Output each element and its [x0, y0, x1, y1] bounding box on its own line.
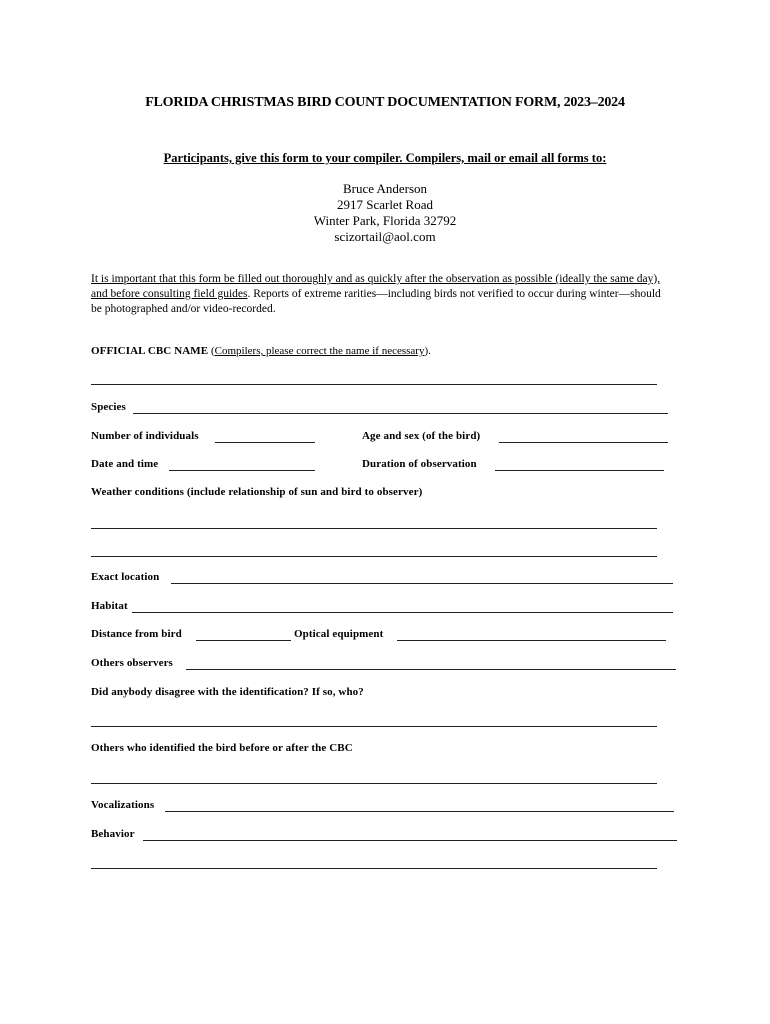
number-line[interactable] [215, 442, 315, 443]
distance-label: Distance from bird [91, 628, 182, 640]
location-label: Exact location [91, 571, 160, 583]
disagree-label: Did anybody disagree with the identification? If so, who? [91, 686, 364, 698]
optical-label: Optical equipment [294, 628, 384, 640]
duration-label: Duration of observation [362, 458, 477, 470]
habitat-field [91, 600, 128, 612]
others-observers-line[interactable] [186, 669, 676, 670]
intro-paragraph [91, 272, 671, 317]
duration-line[interactable] [495, 470, 664, 471]
species-field [91, 401, 126, 413]
intro-underlined: It is important that this form be filled out thoroughly and as quickly after the observation as possible (ideally the same day), and before consulting field guides [91, 273, 661, 300]
behavior-label: Behavior [91, 828, 135, 840]
vocalizations-field [91, 799, 154, 811]
date-time-field [91, 458, 158, 470]
others-identified-line[interactable] [91, 783, 657, 784]
vocalizations-label: Vocalizations [91, 799, 155, 811]
weather-line-1[interactable] [91, 528, 657, 529]
location-line[interactable] [171, 583, 673, 584]
disagree-line[interactable] [91, 726, 657, 727]
optical-line[interactable] [397, 640, 666, 641]
age-sex-line[interactable] [499, 442, 668, 443]
age-sex-label: Age and sex (of the bird) [362, 430, 481, 442]
duration-field [362, 458, 477, 470]
distance-line[interactable] [196, 640, 291, 641]
optical-field [294, 628, 383, 640]
address-email[interactable]: scizortail@aol.com [334, 229, 436, 244]
disagree-field [91, 686, 364, 698]
age-sex-field [362, 430, 480, 442]
number-field [91, 430, 199, 442]
address-city: Winter Park, Florida 32792 [313, 213, 457, 228]
compiler-address [0, 181, 770, 245]
official-cbc-name-label [91, 345, 431, 357]
vocalizations-line[interactable] [165, 811, 674, 812]
others-observers-label: Others observers [91, 657, 173, 669]
intro-rest: . Reports of extreme rarities—including birds not verified to occur during winter—should be photographed and/or video-recorded. [91, 288, 661, 315]
weather-line-2[interactable] [91, 556, 657, 557]
behavior-line-2[interactable] [91, 868, 657, 869]
others-identified-field [91, 742, 353, 754]
habitat-line[interactable] [132, 612, 673, 613]
date-time-line[interactable] [169, 470, 315, 471]
official-cbc-name-line[interactable] [91, 384, 657, 385]
distance-field [91, 628, 182, 640]
species-line[interactable] [133, 413, 668, 414]
official-paren-open: ( [208, 345, 215, 357]
weather-label: Weather conditions (include relationship of sun and bird to observer) [91, 486, 423, 498]
others-observers-field [91, 657, 173, 669]
habitat-label: Habitat [91, 600, 128, 612]
species-label: Species [91, 401, 126, 413]
location-field [91, 571, 159, 583]
number-label: Number of individuals [91, 430, 199, 442]
weather-field [91, 486, 422, 498]
address-name: Bruce Anderson [342, 181, 428, 196]
behavior-field [91, 828, 135, 840]
mailing-instruction: Participants, give this form to your compiler. Compilers, mail or email all forms to: [163, 151, 607, 165]
official-note: Compilers, please correct the name if necessary [214, 345, 425, 357]
date-time-label: Date and time [91, 458, 159, 470]
official-paren-close: ). [424, 345, 431, 357]
official-label: OFFICIAL CBC NAME [91, 345, 209, 357]
address-street: 2917 Scarlet Road [336, 197, 434, 212]
behavior-line-1[interactable] [143, 840, 677, 841]
form-title: FLORIDA CHRISTMAS BIRD COUNT DOCUMENTATION FORM, 2023–2024 [145, 95, 625, 110]
others-identified-label: Others who identified the bird before or after the CBC [91, 742, 353, 754]
